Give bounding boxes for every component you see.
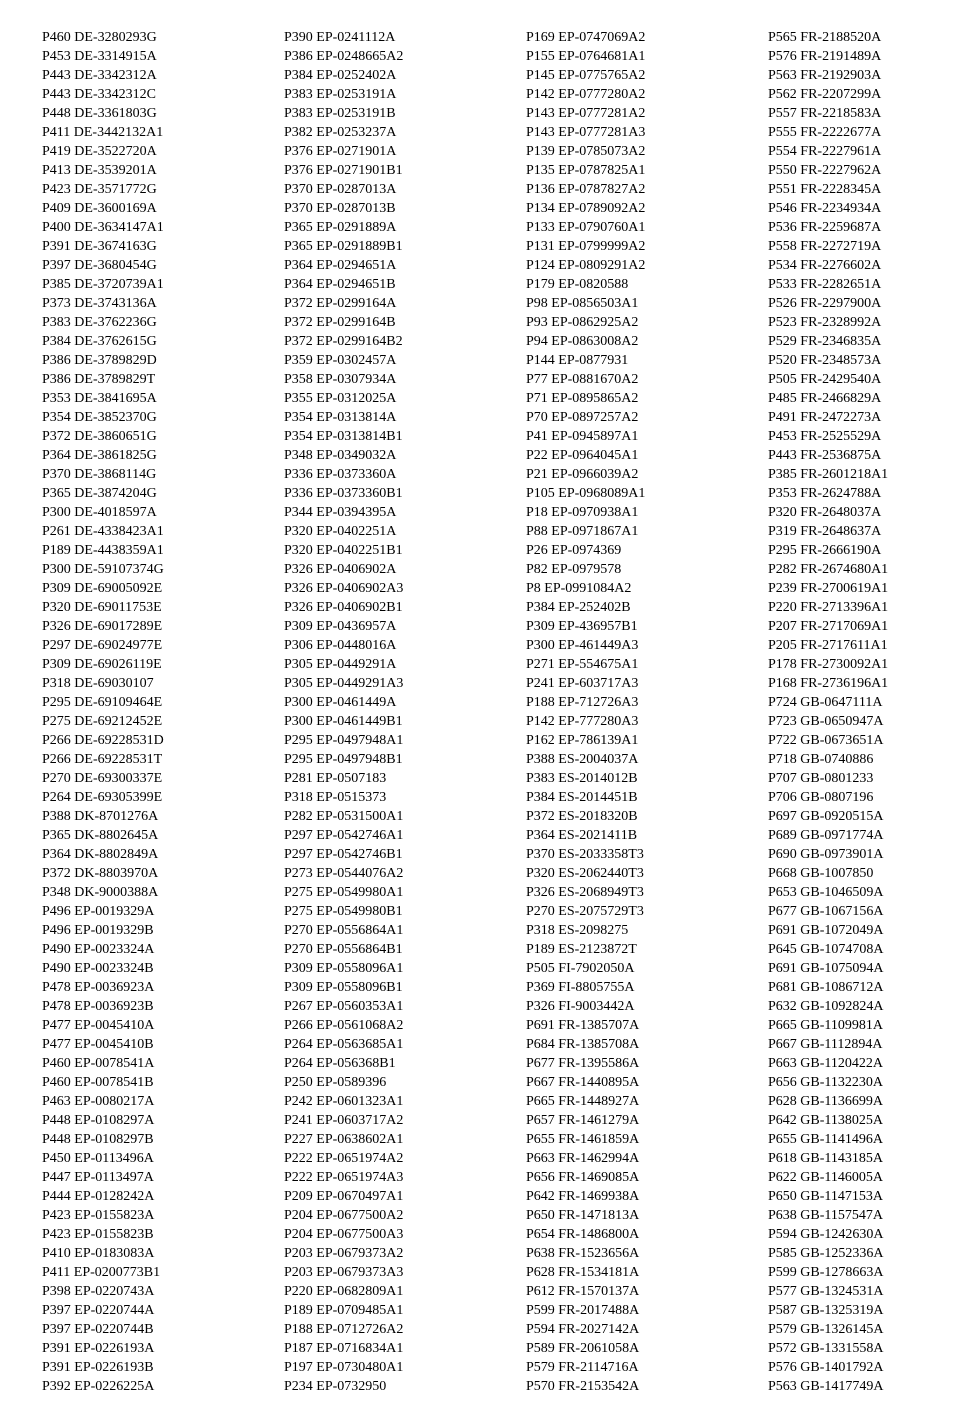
index-entry: P326 EP-0406902A3 — [284, 581, 404, 596]
index-entry: P650 FR-1471813A — [526, 1208, 640, 1223]
index-entry: P665 GB-1109981A — [768, 1018, 883, 1033]
index-entry: P264 EP-056368B1 — [284, 1056, 396, 1071]
index-entry: P295 FR-2666190A — [768, 543, 882, 558]
index-entry: P570 FR-2153542A — [526, 1379, 640, 1394]
index-entry: P460 EP-0078541B — [42, 1075, 154, 1090]
index-entry: P354 DE-3852370G — [42, 410, 157, 425]
index-entry: P632 GB-1092824A — [768, 999, 884, 1014]
index-entry: P386 DE-3789829D — [42, 353, 157, 368]
index-entry: P348 DK-9000388A — [42, 885, 159, 900]
index-entry: P628 FR-1534181A — [526, 1265, 640, 1280]
index-entry: P222 EP-0651974A3 — [284, 1170, 404, 1185]
index-entry: P529 FR-2346835A — [768, 334, 882, 349]
index-entry: P70 EP-0897257A2 — [526, 410, 639, 425]
index-entry: P697 GB-0920515A — [768, 809, 884, 824]
index-entry: P372 EP-0299164B — [284, 315, 396, 330]
index-entry: P599 GB-1278663A — [768, 1265, 884, 1280]
index-entry: P239 FR-2700619A1 — [768, 581, 889, 596]
index-column-4 — [768, 28, 888, 1396]
index-entry: P364 EP-0294651B — [284, 277, 396, 292]
index-entry: P320 FR-2648037A — [768, 505, 882, 520]
index-entry: P691 FR-1385707A — [526, 1018, 640, 1033]
index-entry: P563 FR-2192903A — [768, 68, 882, 83]
index-entry: P134 EP-0789092A2 — [526, 201, 646, 216]
index-entry: P197 EP-0730480A1 — [284, 1360, 404, 1375]
index-entry: P270 EP-0556864B1 — [284, 942, 403, 957]
index-entry: P722 GB-0673651A — [768, 733, 884, 748]
index-entry: P594 GB-1242630A — [768, 1227, 884, 1242]
index-entry: P139 EP-0785073A2 — [526, 144, 646, 159]
index-entry: P723 GB-0650947A — [768, 714, 884, 729]
index-entry: P188 EP-712726A3 — [526, 695, 639, 710]
index-entry: P691 GB-1072049A — [768, 923, 884, 938]
index-column-3 — [526, 28, 645, 1396]
index-entry: P447 EP-0113497A — [42, 1170, 154, 1185]
index-entry: P282 FR-2674680A1 — [768, 562, 889, 577]
index-entry: P373 DE-3743136A — [42, 296, 157, 311]
index-entry: P369 FI-8805755A — [526, 980, 635, 995]
index-entry: P477 EP-0045410B — [42, 1037, 154, 1052]
index-entry: P372 ES-2018320B — [526, 809, 638, 824]
index-entry: P534 FR-2276602A — [768, 258, 882, 273]
index-entry: P143 EP-0777281A3 — [526, 125, 646, 140]
index-entry: P655 GB-1141496A — [768, 1132, 883, 1147]
index-entry: P579 GB-1326145A — [768, 1322, 884, 1337]
index-entry: P443 DE-3342312C — [42, 87, 156, 102]
index-entry: P319 FR-2648637A — [768, 524, 882, 539]
index-entry: P309 DE-69005092E — [42, 581, 163, 596]
index-entry: P145 EP-0775765A2 — [526, 68, 646, 83]
index-entry: P133 EP-0790760A1 — [526, 220, 646, 235]
index-entry: P188 EP-0712726A2 — [284, 1322, 404, 1337]
index-column-1 — [42, 28, 164, 1396]
index-entry: P663 GB-1120422A — [768, 1056, 883, 1071]
index-entry: P26 EP-0974369 — [526, 543, 622, 558]
index-entry: P463 EP-0080217A — [42, 1094, 155, 1109]
index-entry: P478 EP-0036923B — [42, 999, 154, 1014]
index-entry: P533 FR-2282651A — [768, 277, 882, 292]
index-entry: P444 EP-0128242A — [42, 1189, 155, 1204]
index-entry: P372 DK-8803970A — [42, 866, 159, 881]
index-entry: P413 DE-3539201A — [42, 163, 157, 178]
index-entry: P523 FR-2328992A — [768, 315, 882, 330]
index-entry: P8 EP-0991084A2 — [526, 581, 632, 596]
index-entry: P382 EP-0253237A — [284, 125, 397, 140]
index-entry: P557 FR-2218583A — [768, 106, 882, 121]
index-entry: P320 EP-0402251A — [284, 524, 397, 539]
index-entry: P241 EP-603717A3 — [526, 676, 639, 691]
index-entry: P41 EP-0945897A1 — [526, 429, 639, 444]
index-entry: P300 EP-461449A3 — [526, 638, 639, 653]
index-entry: P638 FR-1523656A — [526, 1246, 640, 1261]
index-entry: P88 EP-0971867A1 — [526, 524, 639, 539]
index-entry: P364 EP-0294651A — [284, 258, 397, 273]
index-entry: P423 EP-0155823B — [42, 1227, 154, 1242]
index-entry: P348 EP-0349032A — [284, 448, 397, 463]
index-entry: P326 ES-2068949T3 — [526, 885, 644, 900]
index-entry: P234 EP-0732950 — [284, 1379, 387, 1394]
index-entry: P526 FR-2297900A — [768, 296, 882, 311]
index-entry: P448 EP-0108297A — [42, 1113, 155, 1128]
index-entry: P453 DE-3314915A — [42, 49, 157, 64]
index-entry: P385 DE-3720739A1 — [42, 277, 164, 292]
index-entry: P281 EP-0507183 — [284, 771, 387, 786]
index-entry: P227 EP-0638602A1 — [284, 1132, 404, 1147]
index-entry: P207 FR-2717069A1 — [768, 619, 889, 634]
index-entry: P398 EP-0220743A — [42, 1284, 155, 1299]
index-entry: P718 GB-0740886 — [768, 752, 874, 767]
index-entry: P622 GB-1146005A — [768, 1170, 883, 1185]
index-entry: P397 EP-0220744B — [42, 1322, 154, 1337]
index-entry: P642 FR-1469938A — [526, 1189, 640, 1204]
index-entry: P477 EP-0045410A — [42, 1018, 155, 1033]
index-entry: P397 DE-3680454G — [42, 258, 157, 273]
index-entry: P273 EP-0544076A2 — [284, 866, 404, 881]
index-entry: P657 FR-1461279A — [526, 1113, 640, 1128]
index-entry: P551 FR-2228345A — [768, 182, 882, 197]
index-entry: P354 EP-0313814B1 — [284, 429, 403, 444]
index-entry: P460 DE-3280293G — [42, 30, 157, 45]
index-entry: P264 DE-69305399E — [42, 790, 163, 805]
index-entry: P264 EP-0563685A1 — [284, 1037, 404, 1052]
index-entry: P187 EP-0716834A1 — [284, 1341, 404, 1356]
index-entry: P266 DE-69228531D — [42, 733, 164, 748]
index-entry: P168 FR-2736196A1 — [768, 676, 889, 691]
index-entry: P204 EP-0677500A3 — [284, 1227, 404, 1242]
index-entry: P266 EP-0561068A2 — [284, 1018, 404, 1033]
index-entry: P689 GB-0971774A — [768, 828, 884, 843]
index-entry: P460 EP-0078541A — [42, 1056, 155, 1071]
index-entry: P391 EP-0226193B — [42, 1360, 154, 1375]
index-entry: P309 EP-0558096A1 — [284, 961, 404, 976]
index-entry: P318 EP-0515373 — [284, 790, 387, 805]
index-entry: P241 EP-0603717A2 — [284, 1113, 404, 1128]
index-entry: P724 GB-0647111A — [768, 695, 883, 710]
index-entry: P496 EP-0019329A — [42, 904, 155, 919]
index-entry: P297 EP-0542746B1 — [284, 847, 403, 862]
index-entry: P419 DE-3522720A — [42, 144, 157, 159]
index-entry: P656 FR-1469085A — [526, 1170, 640, 1185]
index-entry: P520 FR-2348573A — [768, 353, 882, 368]
index-entry: P131 EP-0799999A2 — [526, 239, 646, 254]
index-entry: P562 FR-2207299A — [768, 87, 882, 102]
index-entry: P365 EP-0291889A — [284, 220, 397, 235]
index-entry: P220 EP-0682809A1 — [284, 1284, 404, 1299]
index-entry: P344 EP-0394395A — [284, 505, 397, 520]
index-entry: P667 GB-1112894A — [768, 1037, 883, 1052]
index-entry: P443 DE-3342312A — [42, 68, 157, 83]
index-entry: P572 GB-1331558A — [768, 1341, 884, 1356]
index-entry: P22 EP-0964045A1 — [526, 448, 639, 463]
index-entry: P309 EP-0436957A — [284, 619, 397, 634]
index-entry: P135 EP-0787825A1 — [526, 163, 646, 178]
index-entry: P77 EP-0881670A2 — [526, 372, 639, 387]
index-entry: P383 DE-3762236G — [42, 315, 157, 330]
index-entry: P618 GB-1143185A — [768, 1151, 883, 1166]
index-entry: P653 GB-1046509A — [768, 885, 884, 900]
index-entry: P365 EP-0291889B1 — [284, 239, 403, 254]
index-entry: P576 FR-2191489A — [768, 49, 882, 64]
index-entry: P318 DE-69030107 — [42, 676, 154, 691]
index-entry: P677 GB-1067156A — [768, 904, 884, 919]
index-entry: P275 EP-0549980A1 — [284, 885, 404, 900]
index-entry: P505 FI-7902050A — [526, 961, 635, 976]
index-entry: P353 DE-3841695A — [42, 391, 157, 406]
index-entry: P300 DE-59107374G — [42, 562, 164, 577]
index-entry: P18 EP-0970938A1 — [526, 505, 639, 520]
index-entry: P364 DE-3861825G — [42, 448, 157, 463]
index-entry: P261 DE-4338423A1 — [42, 524, 164, 539]
index-entry: P203 EP-0679373A2 — [284, 1246, 404, 1261]
index-entry: P390 EP-0241112A — [284, 30, 396, 45]
index-entry: P638 GB-1157547A — [768, 1208, 883, 1223]
index-entry: P320 DE-69011753E — [42, 600, 162, 615]
index-entry: P383 EP-0253191B — [284, 106, 396, 121]
index-entry: P309 DE-69026119E — [42, 657, 162, 672]
index-entry: P642 GB-1138025A — [768, 1113, 883, 1128]
index-entry: P594 FR-2027142A — [526, 1322, 640, 1337]
index-entry: P655 FR-1461859A — [526, 1132, 640, 1147]
index-entry: P589 FR-2061058A — [526, 1341, 640, 1356]
index-entry: P384 EP-0252402A — [284, 68, 397, 83]
index-entry: P297 EP-0542746A1 — [284, 828, 404, 843]
index-entry: P370 EP-0287013A — [284, 182, 397, 197]
index-entry: P654 FR-1486800A — [526, 1227, 640, 1242]
index-entry: P336 EP-0373360B1 — [284, 486, 403, 501]
index-entry: P385 FR-2601218A1 — [768, 467, 889, 482]
index-entry: P222 EP-0651974A2 — [284, 1151, 404, 1166]
index-entry: P579 FR-2114716A — [526, 1360, 639, 1375]
index-entry: P144 EP-0877931 — [526, 353, 629, 368]
index-entry: P372 DE-3860651G — [42, 429, 157, 444]
index-entry: P270 EP-0556864A1 — [284, 923, 404, 938]
index-entry: P391 DE-3674163G — [42, 239, 157, 254]
index-entry: P82 EP-0979578 — [526, 562, 622, 577]
index-entry: P448 DE-3361803G — [42, 106, 157, 121]
index-entry: P142 EP-777280A3 — [526, 714, 639, 729]
index-entry: P411 EP-0200773B1 — [42, 1265, 161, 1280]
index-entry: P485 FR-2466829A — [768, 391, 882, 406]
index-entry: P388 DK-8701276A — [42, 809, 159, 824]
index-entry: P297 DE-69024977E — [42, 638, 163, 653]
index-entry: P388 ES-2004037A — [526, 752, 639, 767]
index-entry: P370 DE-3868114G — [42, 467, 157, 482]
index-entry: P364 ES-2021411B — [526, 828, 638, 843]
index-entry: P21 EP-0966039A2 — [526, 467, 639, 482]
index-entry: P365 DK-8802645A — [42, 828, 159, 843]
index-entry: P94 EP-0863008A2 — [526, 334, 639, 349]
index-entry: P270 DE-69300337E — [42, 771, 163, 786]
index-entry: P587 GB-1325319A — [768, 1303, 884, 1318]
index-entry: P576 GB-1401792A — [768, 1360, 884, 1375]
index-entry: P169 EP-0747069A2 — [526, 30, 646, 45]
index-entry: P386 EP-0248665A2 — [284, 49, 404, 64]
index-entry: P411 DE-3442132A1 — [42, 125, 164, 140]
index-entry: P124 EP-0809291A2 — [526, 258, 646, 273]
index-entry: P577 GB-1324531A — [768, 1284, 884, 1299]
index-entry: P565 FR-2188520A — [768, 30, 882, 45]
index-entry: P505 FR-2429540A — [768, 372, 882, 387]
index-entry: P318 ES-2098275 — [526, 923, 629, 938]
index-entry: P336 EP-0373360A — [284, 467, 397, 482]
index-entry: P599 FR-2017488A — [526, 1303, 640, 1318]
index-entry: P295 EP-0497948B1 — [284, 752, 403, 767]
index-entry: P612 FR-1570137A — [526, 1284, 640, 1299]
index-entry: P359 EP-0302457A — [284, 353, 397, 368]
index-entry: P326 DE-69017289E — [42, 619, 163, 634]
index-entry: P309 EP-0558096B1 — [284, 980, 403, 995]
index-entry: P136 EP-0787827A2 — [526, 182, 646, 197]
index-entry: P305 EP-0449291A3 — [284, 676, 404, 691]
index-entry: P558 FR-2272719A — [768, 239, 882, 254]
index-entry: P397 EP-0220744A — [42, 1303, 155, 1318]
index-entry: P546 FR-2234934A — [768, 201, 882, 216]
index-entry: P490 EP-0023324B — [42, 961, 154, 976]
index-entry: P656 GB-1132230A — [768, 1075, 883, 1090]
index-entry: P295 EP-0497948A1 — [284, 733, 404, 748]
index-entry: P71 EP-0895865A2 — [526, 391, 639, 406]
index-entry: P364 DK-8802849A — [42, 847, 159, 862]
index-entry: P320 EP-0402251B1 — [284, 543, 403, 558]
index-entry: P376 EP-0271901B1 — [284, 163, 403, 178]
index-entry: P266 DE-69228531T — [42, 752, 163, 767]
index-entry: P409 DE-3600169A — [42, 201, 157, 216]
index-entry: P490 EP-0023324A — [42, 942, 155, 957]
index-entry: P300 DE-4018597A — [42, 505, 157, 520]
index-entry: P305 EP-0449291A — [284, 657, 397, 672]
index-entry: P376 EP-0271901A — [284, 144, 397, 159]
index-entry: P275 EP-0549980B1 — [284, 904, 403, 919]
index-entry: P242 EP-0601323A1 — [284, 1094, 404, 1109]
index-entry: P189 DE-4438359A1 — [42, 543, 164, 558]
index-entry: P358 EP-0307934A — [284, 372, 397, 387]
index-entry: P295 DE-69109464E — [42, 695, 163, 710]
index-entry: P384 ES-2014451B — [526, 790, 638, 805]
index-entry: P355 EP-0312025A — [284, 391, 397, 406]
index-entry: P690 GB-0973901A — [768, 847, 884, 862]
index-entry: P386 DE-3789829T — [42, 372, 156, 387]
index-entry: P677 FR-1395586A — [526, 1056, 640, 1071]
index-entry: P450 EP-0113496A — [42, 1151, 154, 1166]
index-entry: P384 DE-3762615G — [42, 334, 157, 349]
index-entry: P282 EP-0531500A1 — [284, 809, 404, 824]
index-entry: P220 FR-2713396A1 — [768, 600, 889, 615]
index-entry: P453 FR-2525529A — [768, 429, 882, 444]
index-entry: P300 EP-0461449B1 — [284, 714, 403, 729]
index-entry: P372 EP-0299164A — [284, 296, 397, 311]
index-entry: P384 EP-252402B — [526, 600, 631, 615]
index-entry: P448 EP-0108297B — [42, 1132, 154, 1147]
index-entry: P423 DE-3571772G — [42, 182, 157, 197]
index-entry: P105 EP-0968089A1 — [526, 486, 646, 501]
index-entry: P142 EP-0777280A2 — [526, 87, 646, 102]
index-entry: P663 FR-1462994A — [526, 1151, 640, 1166]
index-entry: P178 FR-2730092A1 — [768, 657, 889, 672]
index-entry: P383 EP-0253191A — [284, 87, 397, 102]
index-entry: P372 EP-0299164B2 — [284, 334, 403, 349]
index-entry: P326 EP-0406902B1 — [284, 600, 403, 615]
index-entry: P179 EP-0820588 — [526, 277, 629, 292]
index-entry: P665 FR-1448927A — [526, 1094, 640, 1109]
index-entry: P326 FI-9003442A — [526, 999, 635, 1014]
index-entry: P391 EP-0226193A — [42, 1341, 155, 1356]
index-entry: P536 FR-2259687A — [768, 220, 882, 235]
index-entry: P392 EP-0226225A — [42, 1379, 155, 1394]
index-entry: P400 DE-3634147A1 — [42, 220, 164, 235]
index-entry: P585 GB-1252336A — [768, 1246, 884, 1261]
index-entry: P370 EP-0287013B — [284, 201, 396, 216]
index-entry: P491 FR-2472273A — [768, 410, 882, 425]
index-entry: P270 ES-2075729T3 — [526, 904, 644, 919]
index-entry: P271 EP-554675A1 — [526, 657, 639, 672]
index-entry: P189 EP-0709485A1 — [284, 1303, 404, 1318]
index-entry: P365 DE-3874204G — [42, 486, 157, 501]
index-entry: P443 FR-2536875A — [768, 448, 882, 463]
index-entry: P554 FR-2227961A — [768, 144, 882, 159]
index-entry: P423 EP-0155823A — [42, 1208, 155, 1223]
index-entry: P681 GB-1086712A — [768, 980, 884, 995]
index-entry: P370 ES-2033358T3 — [526, 847, 644, 862]
index-entry: P555 FR-2222677A — [768, 125, 882, 140]
index-entry: P93 EP-0862925A2 — [526, 315, 639, 330]
index-entry: P209 EP-0670497A1 — [284, 1189, 404, 1204]
index-entry: P306 EP-0448016A — [284, 638, 397, 653]
index-entry: P550 FR-2227962A — [768, 163, 882, 178]
index-entry: P267 EP-0560353A1 — [284, 999, 404, 1014]
index-entry: P205 FR-2717611A1 — [768, 638, 888, 653]
index-entry: P667 FR-1440895A — [526, 1075, 640, 1090]
index-entry: P250 EP-0589396 — [284, 1075, 387, 1090]
index-entry: P309 EP-436957B1 — [526, 619, 638, 634]
index-entry: P707 GB-0801233 — [768, 771, 874, 786]
index-entry: P204 EP-0677500A2 — [284, 1208, 404, 1223]
index-entry: P155 EP-0764681A1 — [526, 49, 646, 64]
index-entry: P203 EP-0679373A3 — [284, 1265, 404, 1280]
index-entry: P628 GB-1136699A — [768, 1094, 883, 1109]
index-entry: P645 GB-1074708A — [768, 942, 884, 957]
index-entry: P326 EP-0406902A — [284, 562, 397, 577]
index-entry: P650 GB-1147153A — [768, 1189, 883, 1204]
index-entry: P162 EP-786139A1 — [526, 733, 639, 748]
index-entry: P383 ES-2014012B — [526, 771, 638, 786]
index-entry: P691 GB-1075094A — [768, 961, 884, 976]
index-entry: P410 EP-0183083A — [42, 1246, 155, 1261]
index-entry: P353 FR-2624788A — [768, 486, 882, 501]
index-entry: P684 FR-1385708A — [526, 1037, 640, 1052]
index-entry: P189 ES-2123872T — [526, 942, 637, 957]
index-entry: P275 DE-69212452E — [42, 714, 163, 729]
index-entry: P143 EP-0777281A2 — [526, 106, 646, 121]
index-entry: P320 ES-2062440T3 — [526, 866, 644, 881]
index-entry: P354 EP-0313814A — [284, 410, 397, 425]
index-entry: P300 EP-0461449A — [284, 695, 397, 710]
index-entry: P496 EP-0019329B — [42, 923, 154, 938]
index-entry: P98 EP-0856503A1 — [526, 296, 639, 311]
index-entry: P563 GB-1417749A — [768, 1379, 884, 1394]
index-entry: P706 GB-0807196 — [768, 790, 874, 805]
index-entry: P668 GB-1007850 — [768, 866, 874, 881]
index-column-2 — [284, 28, 403, 1396]
index-entry: P478 EP-0036923A — [42, 980, 155, 995]
